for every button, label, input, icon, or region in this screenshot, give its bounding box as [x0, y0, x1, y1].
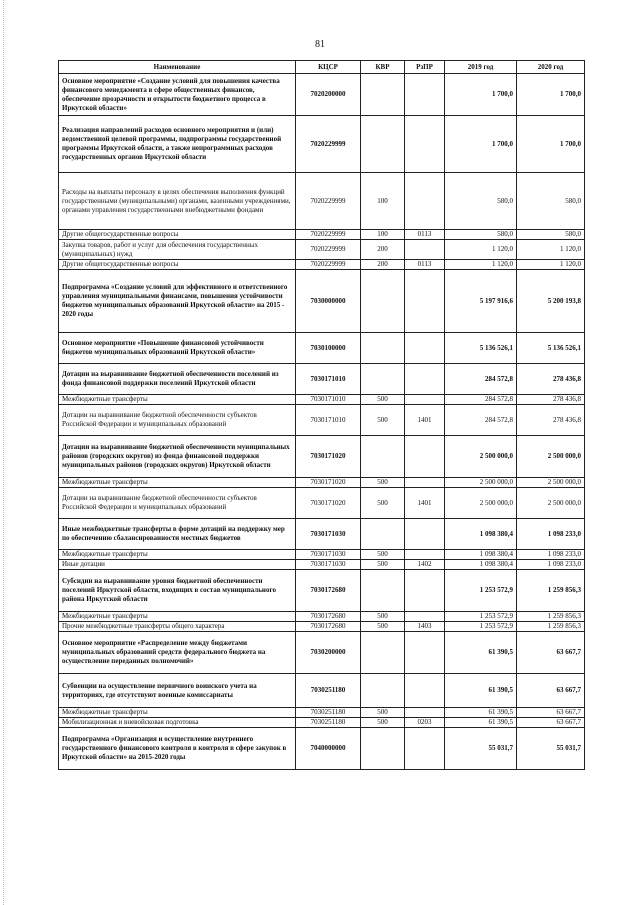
cell-kvr: 100 [361, 230, 405, 240]
cell-rzpr [405, 173, 445, 230]
cell-kcsr: 7030171010 [296, 364, 361, 395]
cell-kvr: 500 [361, 395, 405, 405]
cell-2020: 63 667,7 [517, 674, 585, 708]
cell-2020: 1 259 856,3 [517, 570, 585, 612]
cell-2020: 63 667,7 [517, 632, 585, 674]
cell-rzpr [405, 116, 445, 173]
cell-name: Межбюджетные трансферты [59, 395, 296, 405]
cell-2019: 580,0 [445, 230, 517, 240]
cell-rzpr [405, 395, 445, 405]
header-2019: 2019 год [445, 61, 517, 74]
cell-2020: 1 120,0 [517, 260, 585, 270]
cell-kvr [361, 364, 405, 395]
cell-rzpr [405, 674, 445, 708]
cell-name: Другие общегосударственные вопросы [59, 260, 296, 270]
table-row [59, 364, 585, 395]
cell-kvr [361, 519, 405, 550]
cell-2019: 61 390,5 [445, 632, 517, 674]
table-row [59, 622, 585, 632]
table-row [59, 718, 585, 728]
cell-kcsr: 7030171020 [296, 436, 361, 478]
table-row [59, 632, 585, 674]
cell-kvr [361, 333, 405, 364]
cell-name: Дотации на выравнивание бюджетной обеспеченности субъектов Российской Федерации и муниципальных образований [59, 488, 296, 519]
header-2020: 2020 год [517, 61, 585, 74]
table-row [59, 395, 585, 405]
header-rzpr: РзПР [405, 61, 445, 74]
cell-rzpr [405, 708, 445, 718]
cell-rzpr [405, 519, 445, 550]
cell-kcsr: 7020229999 [296, 240, 361, 260]
cell-name: Прочие межбюджетные трансферты общего характера [59, 622, 296, 632]
cell-name: Субвенции на осуществление первичного воинского учета на территориях, где отсутствуют военные комиссариаты [59, 674, 296, 708]
header-kvr: КВР [361, 61, 405, 74]
table-row [59, 260, 585, 270]
cell-name: Основное мероприятие «Создание условий для повышения качества финансового менеджмента в сфере общественных финансов, обеспечение прозрачности и открытости бюджетного процесса в Иркутской области» [59, 74, 296, 116]
cell-rzpr [405, 240, 445, 260]
budget-table [58, 60, 585, 770]
cell-kvr: 500 [361, 718, 405, 728]
header-kcsr: КЦСР [296, 61, 361, 74]
cell-name: Расходы на выплаты персоналу в целях обеспечения выполнения функций государственными (муниципальными) органами, казенными учреждениями, органами управления государственными внебюджетными фондами [59, 173, 296, 230]
cell-kvr: 500 [361, 550, 405, 560]
cell-name: Дотации на выравнивание бюджетной обеспеченности муниципальных районов (городских округов) из фонда финансовой поддержки муниципальных районов (городских округов) Иркутской области [59, 436, 296, 478]
cell-kcsr: 7030251180 [296, 718, 361, 728]
cell-2019: 1 098 380,4 [445, 560, 517, 570]
table-row [59, 74, 585, 116]
cell-rzpr [405, 364, 445, 395]
cell-kcsr: 7030000000 [296, 270, 361, 333]
table-row [59, 728, 585, 770]
cell-name: Субсидии на выравнивание уровня бюджетной обеспеченности поселений Иркутской области, входящих в состав муниципального района Иркутской области [59, 570, 296, 612]
table-header-row [59, 61, 585, 74]
table-row [59, 488, 585, 519]
table-row [59, 550, 585, 560]
cell-2019: 284 572,8 [445, 405, 517, 436]
cell-rzpr [405, 74, 445, 116]
cell-2020: 1 098 233,0 [517, 519, 585, 550]
cell-name: Иные дотации [59, 560, 296, 570]
cell-name: Мобилизационная и вневойсковая подготовка [59, 718, 296, 728]
table-row [59, 674, 585, 708]
cell-name: Дотации на выравнивание бюджетной обеспеченности субъектов Российской Федерации и муниципальных образований [59, 405, 296, 436]
cell-rzpr: 0203 [405, 718, 445, 728]
table-body [59, 74, 585, 770]
cell-kcsr: 7030171020 [296, 488, 361, 519]
cell-kcsr: 7030171010 [296, 395, 361, 405]
cell-name: Межбюджетные трансферты [59, 612, 296, 622]
cell-name: Подпрограмма «Создание условий для эффективного и ответственного управления муниципальными финансами, повышения устойчивости бюджетов муниципальных образований Иркутской области» на 2015 - 2020 годы [59, 270, 296, 333]
header-name: Наименование [59, 61, 296, 74]
cell-2019: 61 390,5 [445, 718, 517, 728]
cell-rzpr: 1401 [405, 405, 445, 436]
cell-rzpr [405, 632, 445, 674]
cell-kcsr: 7020200000 [296, 74, 361, 116]
cell-2019: 2 500 000,0 [445, 436, 517, 478]
cell-2020: 63 667,7 [517, 708, 585, 718]
cell-2019: 1 700,0 [445, 116, 517, 173]
cell-2020: 63 667,7 [517, 718, 585, 728]
cell-name: Межбюджетные трансферты [59, 550, 296, 560]
table-row [59, 116, 585, 173]
cell-kvr: 100 [361, 173, 405, 230]
cell-2020: 1 098 233,0 [517, 560, 585, 570]
cell-2019: 2 500 000,0 [445, 478, 517, 488]
table-row [59, 560, 585, 570]
cell-name: Основное мероприятие «Распределение между бюджетами муниципальных образований средств федерального бюджета на осуществление переданных полномочий» [59, 632, 296, 674]
cell-kvr: 500 [361, 405, 405, 436]
cell-kvr [361, 674, 405, 708]
cell-2020: 5 200 193,8 [517, 270, 585, 333]
cell-kvr [361, 436, 405, 478]
cell-2019: 1 120,0 [445, 240, 517, 260]
cell-name: Иные межбюджетные трансферты в форме дотаций на поддержку мер по обеспечению сбалансированности местных бюджетов [59, 519, 296, 550]
cell-kcsr: 7030171030 [296, 560, 361, 570]
cell-kcsr: 7030251180 [296, 674, 361, 708]
cell-kvr: 200 [361, 240, 405, 260]
cell-2019: 1 098 380,4 [445, 550, 517, 560]
cell-name: Другие общегосударственные вопросы [59, 230, 296, 240]
cell-rzpr [405, 333, 445, 364]
cell-2020: 1 259 856,3 [517, 612, 585, 622]
cell-2019: 5 136 526,1 [445, 333, 517, 364]
cell-rzpr [405, 728, 445, 770]
cell-kvr: 500 [361, 560, 405, 570]
cell-2020: 278 436,8 [517, 405, 585, 436]
cell-kvr [361, 570, 405, 612]
cell-kvr [361, 632, 405, 674]
cell-kcsr: 7030172680 [296, 622, 361, 632]
cell-2019: 61 390,5 [445, 674, 517, 708]
cell-2020: 580,0 [517, 173, 585, 230]
cell-kvr: 500 [361, 708, 405, 718]
cell-kcsr: 7030172680 [296, 570, 361, 612]
cell-kcsr: 7020229999 [296, 260, 361, 270]
cell-kvr: 500 [361, 612, 405, 622]
cell-2019: 1 098 380,4 [445, 519, 517, 550]
cell-name: Межбюджетные трансферты [59, 708, 296, 718]
cell-name: Подпрограмма «Организация и осуществление внутреннего государственного финансового контроля в контроля в сфере закупок в Иркутской области» на 2015-2020 годы [59, 728, 296, 770]
cell-2019: 284 572,8 [445, 364, 517, 395]
table-row [59, 570, 585, 612]
cell-2020: 2 500 000,0 [517, 478, 585, 488]
table-row [59, 333, 585, 364]
cell-kcsr: 7030200000 [296, 632, 361, 674]
cell-rzpr [405, 612, 445, 622]
cell-2020: 580,0 [517, 230, 585, 240]
cell-kvr [361, 74, 405, 116]
cell-2019: 1 253 572,9 [445, 612, 517, 622]
cell-name: Закупка товаров, работ и услуг для обеспечения государственных (муниципальных) нужд [59, 240, 296, 260]
cell-kcsr: 7030171010 [296, 405, 361, 436]
cell-2020: 1 700,0 [517, 116, 585, 173]
cell-kvr [361, 116, 405, 173]
cell-rzpr: 1403 [405, 622, 445, 632]
cell-kcsr: 7030171030 [296, 519, 361, 550]
cell-2019: 1 700,0 [445, 74, 517, 116]
table-row [59, 230, 585, 240]
cell-rzpr [405, 436, 445, 478]
cell-kvr: 500 [361, 488, 405, 519]
cell-kcsr: 7030100000 [296, 333, 361, 364]
cell-rzpr [405, 270, 445, 333]
cell-kvr: 500 [361, 478, 405, 488]
cell-2020: 5 136 526,1 [517, 333, 585, 364]
cell-2019: 55 031,7 [445, 728, 517, 770]
cell-rzpr: 1402 [405, 560, 445, 570]
cell-2020: 1 259 856,3 [517, 622, 585, 632]
cell-rzpr [405, 478, 445, 488]
table-row [59, 612, 585, 622]
cell-kcsr: 7020229999 [296, 230, 361, 240]
cell-2020: 1 120,0 [517, 240, 585, 260]
cell-rzpr: 1401 [405, 488, 445, 519]
cell-kcsr: 7040000000 [296, 728, 361, 770]
cell-2019: 580,0 [445, 173, 517, 230]
cell-2020: 55 031,7 [517, 728, 585, 770]
cell-kcsr: 7030172680 [296, 612, 361, 622]
cell-kvr: 200 [361, 260, 405, 270]
table-row [59, 436, 585, 478]
cell-2020: 278 436,8 [517, 395, 585, 405]
cell-2020: 2 500 000,0 [517, 436, 585, 478]
cell-name: Дотации на выравнивание бюджетной обеспеченности поселений из фонда финансовой поддержки поселений Иркутской области [59, 364, 296, 395]
cell-rzpr [405, 570, 445, 612]
cell-2019: 2 500 000,0 [445, 488, 517, 519]
cell-rzpr [405, 550, 445, 560]
cell-kvr: 500 [361, 622, 405, 632]
cell-2019: 61 390,5 [445, 708, 517, 718]
cell-2020: 278 436,8 [517, 364, 585, 395]
cell-kvr [361, 728, 405, 770]
table-row [59, 270, 585, 333]
cell-kcsr: 7030171030 [296, 550, 361, 560]
cell-2019: 1 253 572,9 [445, 622, 517, 632]
cell-name: Основное мероприятие «Повышение финансовой устойчивости бюджетов муниципальных образований Иркутской области» [59, 333, 296, 364]
cell-kcsr: 7030171020 [296, 478, 361, 488]
table-row [59, 519, 585, 550]
cell-kcsr: 7020229999 [296, 173, 361, 230]
cell-2019: 5 197 916,6 [445, 270, 517, 333]
scan-margin-marks [3, 0, 6, 905]
cell-2020: 2 500 000,0 [517, 488, 585, 519]
cell-name: Межбюджетные трансферты [59, 478, 296, 488]
cell-2019: 1 120,0 [445, 260, 517, 270]
table-row [59, 173, 585, 230]
cell-kcsr: 7020229999 [296, 116, 361, 173]
cell-kvr [361, 270, 405, 333]
table-row [59, 708, 585, 718]
cell-2019: 284 572,8 [445, 395, 517, 405]
cell-2020: 1 700,0 [517, 74, 585, 116]
cell-kcsr: 7030251180 [296, 708, 361, 718]
cell-rzpr: 0113 [405, 230, 445, 240]
cell-name: Реализация направлений расходов основного мероприятия и (или) ведомственной целевой программы, подпрограммы государственной программы Иркутской области, а также непрограммных расходов государственных органов Иркутской области [59, 116, 296, 173]
table-row [59, 478, 585, 488]
cell-2020: 1 098 233,0 [517, 550, 585, 560]
cell-2019: 1 253 572,9 [445, 570, 517, 612]
cell-rzpr: 0113 [405, 260, 445, 270]
table-row [59, 405, 585, 436]
table-row [59, 240, 585, 260]
page-number: 81 [315, 39, 325, 50]
